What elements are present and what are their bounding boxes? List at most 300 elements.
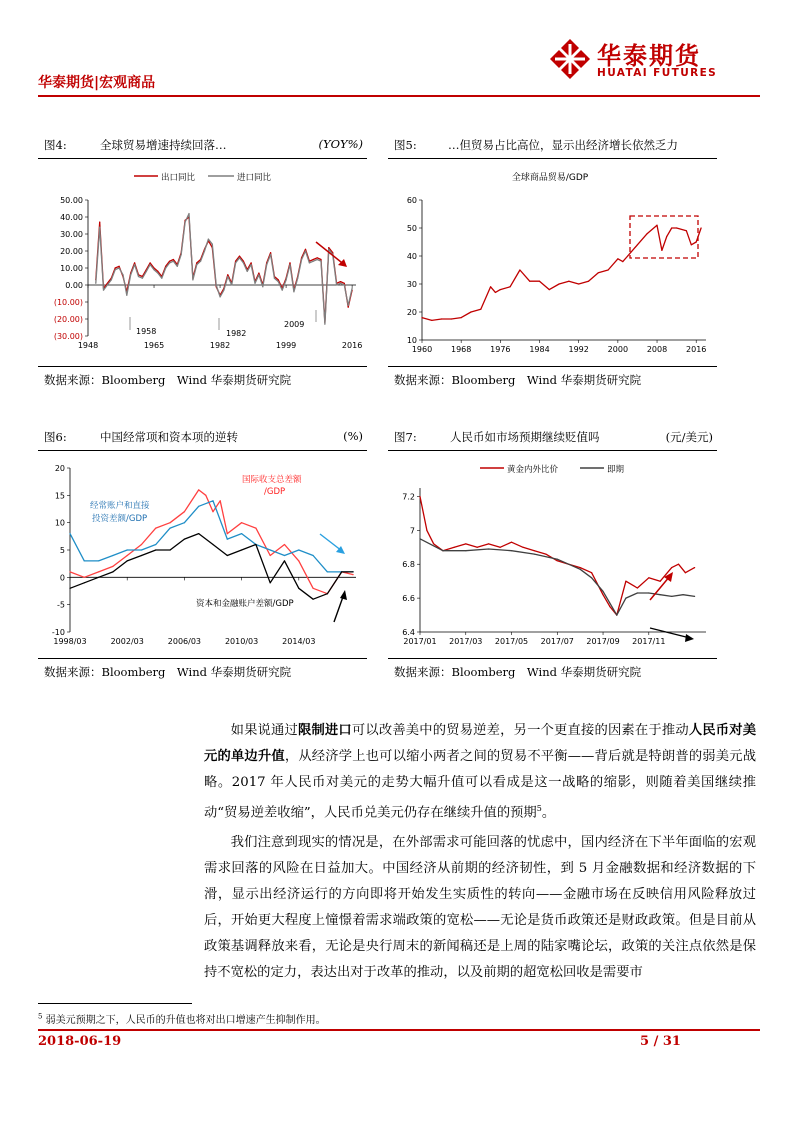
data-point [637,244,638,245]
data-point [127,555,128,556]
data-point [134,262,135,263]
data-point [559,283,560,284]
data-point [336,284,337,285]
y-tick-label: -5 [57,600,65,610]
footnote-text: 弱美元预期之下，人民币的升值也将对出口增速产生抑制作用。 [45,1015,326,1026]
data-point [701,227,702,228]
data-point [98,577,99,578]
data-point [284,544,285,545]
data-point [254,283,255,284]
y-tick-label: 6.6 [402,594,415,604]
logo-text-cn: 华泰期货 [597,42,701,70]
p1-bold-rmb-appreciation: 人民币对美元的单边升值 [204,723,757,764]
label-current-account: 经常账户和直接 [90,501,150,511]
x-tick-label: 2017/11 [632,637,666,646]
logo-text-en: HUATAI FUTURES [597,67,718,79]
series-line-0 [420,497,695,616]
data-point [270,252,271,253]
data-point [258,273,259,274]
data-point [103,290,104,291]
y-tick-label: 15 [54,491,65,501]
data-point [150,264,151,265]
data-point [301,259,302,260]
data-point [84,582,85,583]
figure-4-chart [38,160,367,365]
data-point [212,544,213,545]
data-point [153,269,154,270]
data-point [348,305,349,306]
data-point [239,257,240,258]
x-tick-label: 2000 [607,345,629,354]
y-tick-label: 10 [406,336,417,345]
data-point [328,247,329,248]
data-point [313,259,314,260]
figure-5-header [388,136,717,154]
data-point [192,279,193,280]
data-point [119,267,120,268]
data-point [495,292,496,293]
figure-6 [38,428,367,688]
data-point [141,555,142,556]
p1-text-a: 如果说通过 [230,723,298,738]
data-point [270,254,271,255]
data-point [251,262,252,263]
data-point [328,249,329,250]
y-tick-label: 20 [54,464,65,473]
data-point [84,560,85,561]
data-point [212,244,213,245]
data-point [529,281,530,282]
down-arrow-icon [320,534,342,551]
data-point [465,543,466,544]
data-point [198,533,199,534]
data-point [227,533,228,534]
y-tick-label: 40.00 [60,213,83,222]
data-point [608,269,609,270]
data-point [648,592,649,593]
x-tick-label: 1960 [411,345,433,354]
y-tick-label: 30 [406,280,417,289]
figure-4-source: 数据来源：Bloomberg Wind 华泰期货研究院 [44,373,292,387]
data-point [204,250,205,251]
data-point [235,262,236,263]
data-point [99,227,100,228]
x-tick-label: 2002/03 [110,637,144,646]
data-point [510,286,511,287]
x-tick-label: 1982 [209,341,231,350]
highlight-box [630,216,698,258]
data-point [656,225,657,226]
data-point [477,547,478,548]
data-point [69,588,70,589]
data-point [170,528,171,529]
data-point [270,555,271,556]
data-point [266,264,267,265]
data-point [98,560,99,561]
y-tick-label: 50.00 [60,196,83,205]
footer-page-number: 5 / 31 [640,1034,681,1049]
down-arrowhead-icon [685,634,694,642]
data-point [671,567,672,568]
data-point [95,283,96,284]
figure-5-chart [388,160,717,365]
y-tick-label: 10 [54,518,65,528]
data-point [660,594,661,595]
data-point [671,227,672,228]
y-tick-label: 6.4 [402,628,415,637]
figure-6-number: 图6: [44,430,67,444]
data-point [284,555,285,556]
data-point [200,261,201,262]
y-tick-label: 30.00 [60,230,83,239]
figure-4-number: 图4: [44,138,67,152]
label-total-balance: 国际收支总差额 [242,475,302,485]
y-tick-label: 6.8 [402,560,415,570]
data-point [309,262,310,263]
up-arrowhead-icon [340,590,347,600]
y-tick-label: (20.00) [53,315,83,324]
data-point [231,284,232,285]
section-title: 华泰期货|宏观商品 [38,75,156,91]
data-point [419,538,420,539]
data-point [212,500,213,501]
data-point [454,547,455,548]
data-point [511,542,512,543]
data-point [157,273,158,274]
data-point [317,259,318,260]
data-point [165,267,166,268]
figure-6-source: 数据来源：Bloomberg Wind 华泰期货研究院 [44,665,292,679]
x-tick-label: 1999 [275,341,297,350]
data-point [223,290,224,291]
figure-5-inner-title: 全球商品贸易/GDP [511,173,589,183]
x-tick-label: 2017/01 [403,637,437,646]
y-tick-label: 20.00 [60,247,83,256]
data-point [313,261,314,262]
data-point [534,550,535,551]
data-point [578,283,579,284]
y-tick-label: 0.00 [65,281,83,290]
data-point [270,549,271,550]
series-line-0 [422,225,701,320]
data-point [488,548,489,549]
data-point [130,274,131,275]
data-point [98,571,99,572]
figure-7-unit: (元/美元) [665,430,713,444]
data-point [421,317,422,318]
data-point [99,222,100,223]
figure-6-chart [38,452,367,657]
data-point [115,267,116,268]
data-point [155,528,156,529]
x-tick-label: 2016 [686,345,707,354]
data-point [557,559,558,560]
data-point [305,249,306,250]
y-tick-label: 0 [59,573,65,583]
x-tick-label: 1984 [529,345,550,354]
data-point [602,594,603,595]
y-tick-label: 5 [59,546,65,555]
data-point [170,549,171,550]
data-point [580,567,581,568]
data-point [297,278,298,279]
footnote [38,1011,326,1026]
legend-export: 出口同比 [161,173,196,183]
y-tick-label: 50 [406,224,417,233]
label-current-account-gdp: 投资差额/GDP [92,514,148,524]
x-tick-label: 1976 [490,345,511,354]
data-point [591,577,592,578]
data-point [490,286,491,287]
data-point [305,250,306,251]
x-tick-label: 2017/07 [540,637,574,646]
data-point [694,567,695,568]
data-point [115,269,116,270]
data-point [617,258,618,259]
data-point [442,550,443,551]
data-point [241,522,242,523]
data-point [320,259,321,260]
figure-4-title: 全球贸易增速持续回落… [100,138,227,152]
data-point [609,606,610,607]
data-point [126,295,127,296]
data-point [568,281,569,282]
data-point [293,291,294,292]
data-point [648,577,649,578]
data-point [341,571,342,572]
figure-6-header [38,428,367,446]
y-tick-label: (10.00) [53,298,83,307]
x-tick-label: 2017/03 [449,637,483,646]
y-tick-label: (30.00) [53,332,83,341]
data-point [274,278,275,279]
footnote-ref[interactable]: 5 [536,804,542,813]
data-point [112,555,113,556]
series-line-0 [96,217,352,322]
data-point [255,528,256,529]
data-point [196,264,197,265]
series-line-1 [70,501,353,572]
data-point [683,594,684,595]
series-line-1 [420,539,695,615]
data-point [344,283,345,284]
y-tick-label: -10 [51,628,65,637]
data-point [685,572,686,573]
data-point [239,256,240,257]
data-point [161,278,162,279]
data-point [313,555,314,556]
data-point [170,522,171,523]
data-point [146,271,147,272]
data-point [545,554,546,555]
x-tick-label: 1948 [77,341,99,350]
data-point [647,233,648,234]
data-point [461,317,462,318]
data-point [216,284,217,285]
x-tick-label: 1968 [450,345,472,354]
data-point [212,511,213,512]
data-point [220,296,221,297]
data-point [686,230,687,231]
data-point [470,311,471,312]
figure-6-top-rule [38,450,367,451]
paragraph-1 [204,718,756,826]
data-point [184,522,185,523]
figure-6-unit: (%) [343,429,363,443]
y-tick-label: 40 [406,252,417,261]
data-point [177,266,178,267]
data-point [480,309,481,310]
data-point [278,279,279,280]
data-point [112,566,113,567]
data-point [637,592,638,593]
legend-spot: 即期 [607,465,625,475]
p1-text-end: 。 [541,805,556,821]
x-tick-label: 1965 [143,341,165,350]
data-point [255,544,256,545]
data-point [327,571,328,572]
data-point [173,261,174,262]
data-point [69,533,70,534]
data-point [433,543,434,544]
data-point [184,539,185,540]
data-point [208,239,209,240]
figure-7-number: 图7: [394,430,417,444]
data-point [327,593,328,594]
data-point [676,227,677,228]
x-tick-label: 1998/03 [53,637,87,646]
data-point [188,213,189,214]
data-point [220,500,221,501]
data-point [284,560,285,561]
data-point [627,255,628,256]
data-point [419,496,420,497]
data-point [251,264,252,265]
data-point [549,289,550,290]
annotation-2009: 2009 [284,320,305,329]
data-point [588,281,589,282]
data-point [107,284,108,285]
x-tick-label: 2008 [646,345,668,354]
figure-4 [38,136,367,396]
data-point [138,276,139,277]
data-point [282,290,283,291]
data-point [298,549,299,550]
data-point [660,581,661,582]
figure-5-source: 数据来源：Bloomberg Wind 华泰期货研究院 [394,373,642,387]
data-point [198,489,199,490]
data-point [278,281,279,282]
data-point [519,269,520,270]
y-tick-label: 7.2 [402,492,415,502]
figure-4-header [38,136,367,154]
data-point [127,560,128,561]
data-point [671,596,672,597]
figure-4-top-rule [38,158,367,159]
data-point [313,588,314,589]
data-point [637,587,638,588]
label-capital-account: 资本和金融账户差额/GDP [196,599,294,609]
figure-6-bottom-rule [38,658,367,659]
data-point [622,261,623,262]
data-point [426,530,427,531]
footnote-number: 5 [38,1012,43,1021]
data-point [534,554,535,555]
annotation-1958: 1958 [136,327,157,336]
figure-7-chart [388,452,717,657]
data-point [141,549,142,550]
data-point [666,236,667,237]
data-point [511,550,512,551]
data-point [184,511,185,512]
data-point [324,324,325,325]
data-point [196,262,197,263]
data-point [84,577,85,578]
data-point [298,560,299,561]
data-point [227,276,228,277]
figure-7-bottom-rule [388,658,717,659]
data-point [122,274,123,275]
figure-7-top-rule [388,450,717,451]
data-point [500,289,501,290]
data-point [352,288,353,289]
data-point [591,572,592,573]
figure-6-title: 中国经常项和资本项的逆转 [100,430,238,444]
data-point [353,571,354,572]
data-point [227,539,228,540]
y-tick-label: 60 [406,196,417,205]
data-point [247,271,248,272]
data-point [142,278,143,279]
data-point [465,550,466,551]
data-point [243,262,244,263]
huatai-logo-icon [549,38,591,80]
data-point [155,549,156,550]
y-tick-label: 7 [409,526,415,536]
figure-5-title: …但贸易占比高位，显示出经济增长依然乏力 [448,138,678,152]
data-point [111,279,112,280]
data-point [289,264,290,265]
p1-bold-limit-imports: 限制进口 [297,723,352,738]
series-line-1 [96,214,352,325]
p1-text-d: ，从经济学上也可以缩小两者之间的贸易不平衡——背后就是特朗普的弱美元战略。2017 年人民币对美元的走势大幅升值可以看成是这一战略的缩影，则随着美国继续推动“贸易逆差收缩”，人民币兑美元仍存在继续升值的预期 [204,749,757,821]
data-point [348,307,349,308]
data-point [441,318,442,319]
data-point [616,615,617,616]
data-point [694,596,695,597]
header-rule [38,95,760,97]
data-point [169,261,170,262]
data-point [134,264,135,265]
x-tick-label: 2017/05 [494,637,529,646]
data-point [289,262,290,263]
data-point [451,318,452,319]
data-point [609,603,610,604]
data-point [181,254,182,255]
data-point [286,279,287,280]
data-point [157,271,158,272]
data-point [270,582,271,583]
data-point [173,259,174,260]
data-point [205,495,206,496]
figure-4-unit: (YOY%) [318,137,363,151]
figure-5-number: 图5: [394,138,417,152]
data-point [539,281,540,282]
data-point [661,250,662,251]
data-point [488,543,489,544]
data-point [241,533,242,534]
x-tick-label: 2014/03 [282,637,316,646]
